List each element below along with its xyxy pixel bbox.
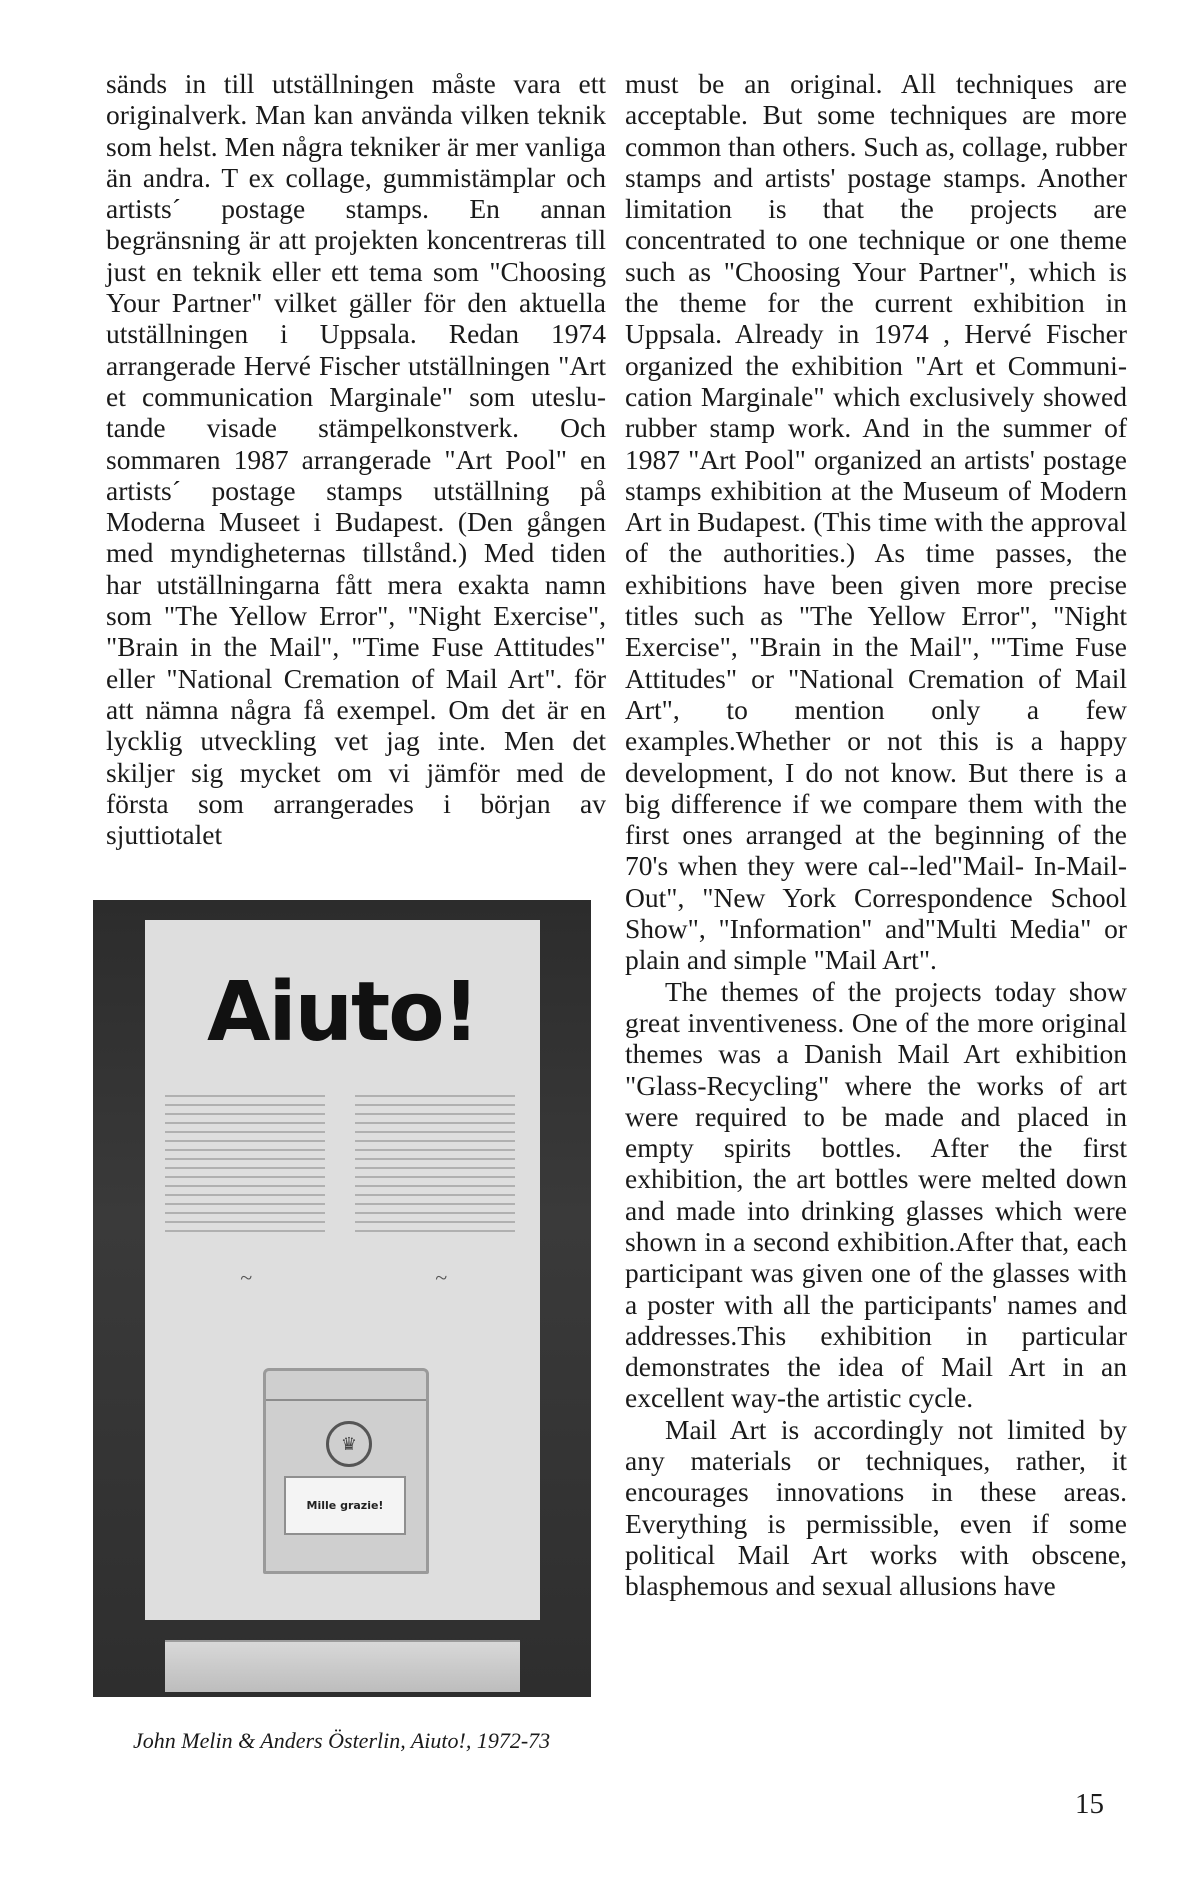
signature-left: ~ xyxy=(240,1265,252,1290)
mailbox-label: Mille grazie! xyxy=(284,1476,406,1535)
artwork-photo xyxy=(93,900,591,1900)
figure-caption: John Melin & Anders Österlin, Aiuto!, 1972-73 xyxy=(133,1728,551,1753)
aiuto-poster xyxy=(145,920,540,1620)
post-horn-emblem-icon: ♛ xyxy=(326,1421,372,1467)
mailbox xyxy=(263,1368,429,1574)
page-number: 15 xyxy=(1075,1788,1104,1820)
signature-right: ~ xyxy=(435,1265,447,1290)
photo-frame xyxy=(93,900,591,1697)
english-paragraph-3: Mail Art is accordingly not limited by any materials or techniques, rather, it encourages innovations in these areas. Everything is permissible, even if some political Mail Art works with obscene, blasphemous and sexual allusions have xyxy=(625,1413,1127,1602)
swedish-text-column xyxy=(106,68,606,850)
english-paragraph-2: The themes of the projects today show great inventiveness. One of the more original themes was a Danish Mail Art exhibition "Glass-Recycling" where the works of art were required to be made and placed in empty spirits bottles. After the first exhibition, the art bottles were melted down and made into drinking glasses which were shown in a second exhibition.After that, each participant was given one of the glasses with a poster with all the participants' names and addresses.This exhibition in particular demonstrates the idea of Mail Art in an excellent way-the artistic cycle. xyxy=(625,975,1127,1414)
poster-title: Aiuto! xyxy=(207,965,478,1060)
display-floor xyxy=(165,1640,520,1692)
poster-text-block-left xyxy=(165,1095,325,1235)
english-paragraph-1: must be an original. All techniques are acceptable. But some techniques are more common than others. Such as, collage, rubber stamps and artists' postage stamps. Another limitation is that the projects are concentrated to one technique or one theme such as "Choosing Your Partner", which is the theme for the current exhibition in Uppsala. Already in 1974 , Hervé Fischer organized the exhibition "Art et Communication Marginale" which exclusively showed rubber stamp work. And in the summer of 1987 "Art Pool" organized an artists' postage stamps exhibition at the Museum of Modern Art in Budapest. (This time with the approval of the authorities.) As time passes, the exhibitions have been given more precise titles such as "The Yellow Error", "Night Exercise", "Brain in the Mail", '"Time Fuse Attitudes" or "National Cremation of Mail Art", to mention only a few examples.Whether or not this is a happy development, I do not know. But there is a big difference if we compare them with the first ones arranged at the beginning of the 70's when they were cal--led"Mail- In-Mail-Out", "New York Correspondence School Show", "Information" and"Multi Media" or plain and simple "Mail Art". xyxy=(625,68,1127,976)
poster-text-block-right xyxy=(355,1095,515,1235)
swedish-paragraph: sänds in till utställningen måste vara ett originalverk. Man kan använda vilken teknik som helst. Men några tekniker är mer vanliga än andra. T ex collage, gummistämplar och artists´ postage stamps. En annan begränsning är att projekten koncentreras till just en teknik eller ett tema som "Choosing Your Partner" vilket gäller för den aktuella utställningen i Uppsala. Redan 1974 arrangerade Hervé Fischer utställningen "Art et communication Marginale" som uteslutande visade stämpelkonstverk. Och sommaren 1987 arrangerade "Art Pool" en artists´ postage stamps utställning på Moderna Museet i Budapest. (Den gången med myndigheternas tillstånd.) Med tiden har utställningarna fått mera exakta namn som "The Yellow Error", "Night Exercise", "Brain in the Mail", "Time Fuse Attitudes" eller "National Cremation of Mail Art". för att nämna några få exempel. Om det är en lycklig utveckling vet jag inte. Men det skiljer sig mycket om vi jämför med de första som arrangerades i början av sjuttiotalet xyxy=(106,68,606,851)
english-text-column xyxy=(625,68,1127,1602)
mailbox-lid xyxy=(266,1377,426,1401)
